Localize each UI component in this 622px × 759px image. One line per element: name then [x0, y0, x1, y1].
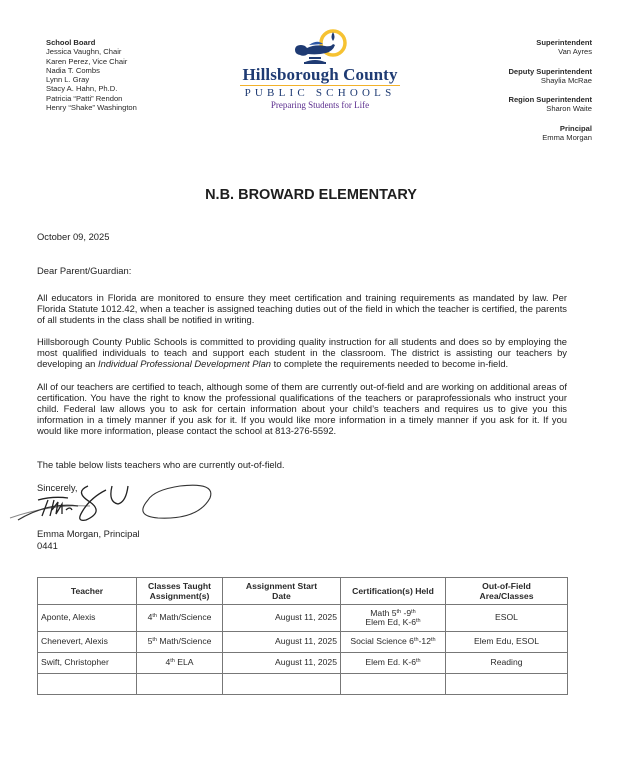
header-certifications — [341, 578, 446, 605]
admin-name: Sharon Waite — [546, 104, 592, 114]
paragraph-parent-rights: All of our teachers are certified to teach, although some of them are currently out-of-field and are working on additional areas of certification. You have the right to know the professional qualifications of the teachers or paraprofessionals who instruct your child. Federal law allows you to ask for certain information about your child’s teachers and requires us to give you this information in a timely manner if you ask for it. If you would like more information in a timely manner if you ask for it. If you would like more information, please contact the school at 813-276-5592. — [37, 381, 567, 436]
cell-certifications — [341, 605, 446, 632]
cell-classes — [137, 674, 223, 695]
cell-text: Elem Ed, K-6 — [365, 617, 417, 627]
paragraph-certification-law: All educators in Florida are monitored to ensure they meet certification and training requirements as mandated by law. Per Florida Statute 1012.42, when a teacher is assigned teaching duties out of the field in which the teacher is certified, the parents of all students in the class shall be notified in writing. — [37, 292, 567, 325]
cell-teacher — [38, 674, 137, 695]
cell-sup: th — [396, 608, 402, 615]
logo-name-line2: PUBLIC SCHOOLS — [244, 87, 396, 99]
cell-text: 4 — [165, 657, 171, 668]
header-text: Area/Classes — [479, 591, 534, 601]
header-text: Assignment Start — [245, 581, 318, 591]
school-board-block — [46, 38, 137, 112]
school-name-heading: N.B. BROWARD ELEMENTARY — [205, 187, 417, 203]
header-text: Out-of-Field — [482, 581, 531, 591]
cell-start-date — [223, 674, 341, 695]
board-member: Nadia T. Combs — [46, 65, 100, 75]
board-member: Stacy A. Hahn, Ph.D. — [46, 84, 118, 94]
cell-text: 4 — [147, 612, 153, 623]
cell-teacher: Chenevert, Alexis — [38, 632, 137, 653]
cell-classes — [137, 632, 223, 653]
header-out-of-field — [446, 578, 568, 605]
cell-text: Math/Science — [156, 636, 212, 647]
cell-text: -9 — [401, 607, 412, 618]
table-row-empty — [38, 674, 568, 695]
header-classes-taught — [137, 578, 223, 605]
lamp-of-learning-icon — [289, 26, 351, 66]
paragraph-table-intro: The table below lists teachers who are currently out-of-field. — [37, 459, 285, 470]
cell-sup: th — [170, 658, 175, 665]
administration-block — [508, 38, 592, 152]
signer-name: Emma Morgan, Principal — [37, 528, 140, 539]
out-of-field-teachers-table — [37, 577, 568, 695]
logo-name-line1: Hillsborough County — [242, 65, 398, 84]
cell-sup: th — [430, 637, 436, 644]
admin-role: Region Superintendent — [508, 95, 592, 105]
admin-name: Shaylia McRae — [540, 75, 592, 85]
district-logo — [230, 26, 410, 111]
cell-text: Math 5 — [370, 607, 397, 618]
cell-out-of-field: Elem Edu, ESOL — [446, 632, 568, 653]
cell-start-date: August 11, 2025 — [223, 605, 341, 632]
cell-start-date: August 11, 2025 — [223, 632, 341, 653]
cell-certifications — [341, 674, 446, 695]
cell-text: Social Science 6 — [350, 636, 414, 647]
admin-role: Deputy Superintendent — [508, 66, 592, 76]
header-text: Assignment(s) — [149, 591, 210, 601]
board-member: Henry “Shake” Washington — [46, 103, 137, 113]
cell-sup: th — [413, 637, 419, 644]
header-text: Teacher — [70, 586, 104, 596]
school-board-title: School Board — [46, 38, 96, 47]
cell-classes — [137, 605, 223, 632]
cell-certifications — [341, 632, 446, 653]
header-text: Classes Taught — [148, 581, 211, 591]
paragraph-text: Hillsborough County Public Schools is committed to providing quality instruction for all students and does so by employing the most qualified individuals to teach and support each student in the classroom. The district is assisting our teachers by developing an — [37, 336, 567, 369]
letter-date: October 09, 2025 — [37, 231, 110, 242]
cell-text: -12 — [418, 636, 431, 647]
cell-classes — [137, 653, 223, 674]
cell-sup: th — [411, 608, 416, 615]
handwritten-signature-icon — [8, 478, 218, 530]
cell-sup: th — [416, 658, 421, 665]
cell-text: Elem Ed. K-6 — [365, 657, 417, 668]
cell-sup: th — [152, 613, 157, 620]
admin-role: Principal — [559, 123, 592, 133]
cell-sup: th — [416, 618, 421, 624]
table-row — [38, 653, 568, 674]
table-row — [38, 632, 568, 653]
header-start-date — [223, 578, 341, 605]
cell-text: 5 — [147, 636, 153, 647]
board-member: Patricia “Patti” Rendon — [46, 93, 123, 103]
table-header-row — [38, 578, 568, 605]
cell-sup: th — [152, 637, 157, 644]
school-code: 0441 — [37, 540, 58, 551]
header-text: Certification(s) Held — [352, 586, 434, 596]
cell-teacher: Swift, Christopher — [38, 653, 137, 674]
cell-text: Math/Science — [156, 612, 212, 623]
admin-role: Superintendent — [536, 38, 592, 47]
letter-salutation: Dear Parent/Guardian: — [37, 265, 132, 276]
table-row — [38, 605, 568, 632]
cell-out-of-field — [446, 674, 568, 695]
paragraph-district-commitment — [37, 336, 567, 369]
header-text: Date — [272, 591, 291, 601]
cell-start-date: August 11, 2025 — [223, 653, 341, 674]
admin-name: Emma Morgan — [542, 133, 592, 143]
cell-certifications — [341, 653, 446, 674]
board-member: Jessica Vaughn, Chair — [46, 47, 122, 57]
cell-out-of-field: Reading — [446, 653, 568, 674]
paragraph-text: to complete the requirements needed to become in-field. — [271, 358, 509, 369]
letter-closing: Sincerely, — [37, 482, 78, 493]
cell-out-of-field: ESOL — [446, 605, 568, 632]
header-teacher — [38, 578, 137, 605]
cell-text: ELA — [174, 657, 194, 668]
admin-name: Van Ayres — [558, 47, 592, 57]
ipdp-italic-text: Individual Professional Development Plan — [98, 358, 272, 369]
logo-tagline: Preparing Students for Life — [270, 100, 370, 110]
cell-teacher: Aponte, Alexis — [38, 605, 137, 632]
board-member: Lynn L. Gray — [46, 75, 90, 85]
board-member: Karen Perez, Vice Chair — [46, 56, 128, 66]
